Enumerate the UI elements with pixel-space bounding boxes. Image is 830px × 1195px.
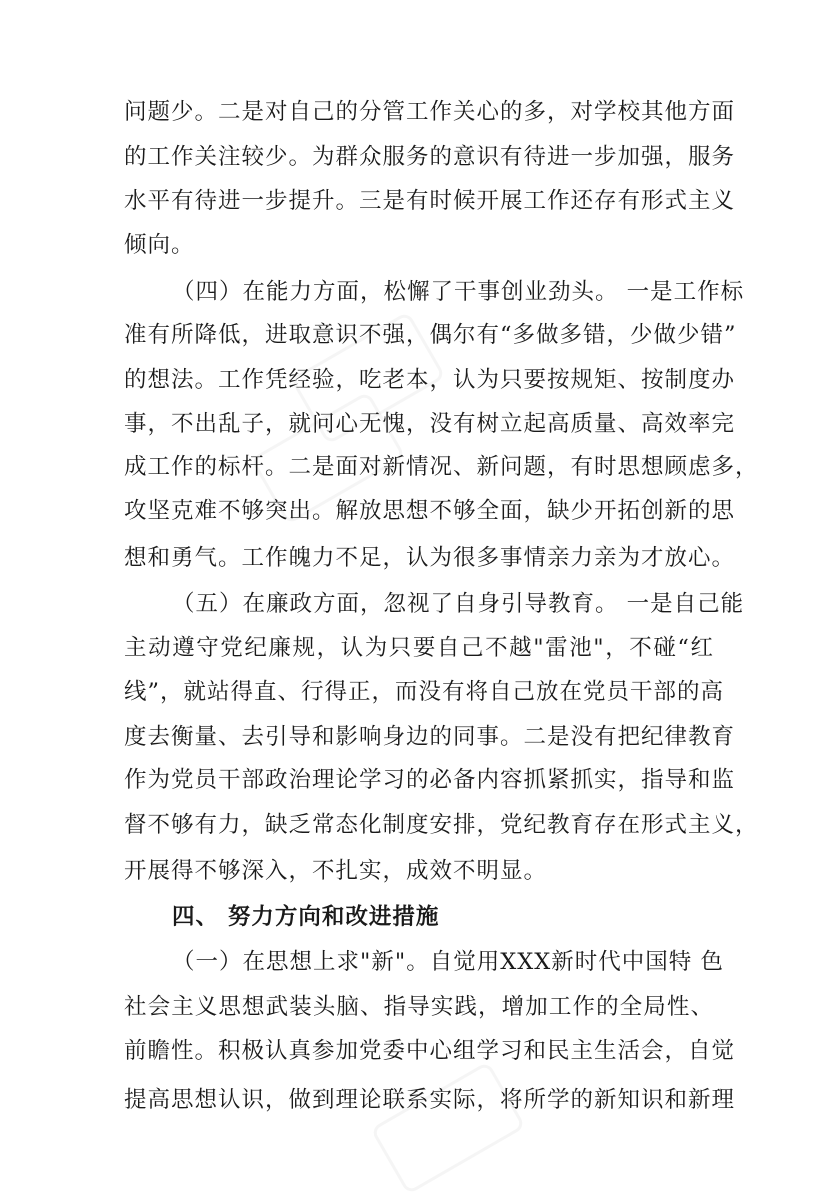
- paragraph-line: （五）在廉政方面，忽视了自身引导教育。 一是自己能: [172, 591, 745, 617]
- paragraph-line: 成工作的标杆。二是面对新情况、新问题，有时思想顾虑多，: [124, 454, 759, 480]
- paragraph-line: 攻坚克难不够突出。解放思想不够全面，缺少开拓创新的思: [124, 498, 736, 524]
- paragraph-line: 想和勇气。工作魄力不足，认为很多事情亲力亲为才放心。: [124, 545, 736, 571]
- paragraph-line: 的想法。工作凭经验，吃老本，认为只要按规矩、按制度办: [124, 367, 736, 393]
- paragraph-line: 的工作关注较少。为群众服务的意识有待进一步加强，服务: [124, 144, 736, 170]
- paragraph-line: 度去衡量、去引导和影响身边的同事。二是没有把纪律教育: [124, 724, 736, 750]
- paragraph-line: 前瞻性。积极认真参加党委中心组学习和民主生活会，自觉: [124, 1038, 736, 1064]
- paragraph-line: 事，不出乱子，就问心无愧，没有树立起高质量、高效率完: [124, 411, 736, 437]
- paragraph-line: 线”，就站得直、行得正，而没有将自己放在党员干部的高: [124, 679, 725, 705]
- paragraph-line: 社会主义思想武装头脑、指导实践，增加工作的全局性、: [124, 994, 714, 1020]
- paragraph-line: 主动遵守党纪廉规，认为只要自己不越"雷池"，不碰“红: [124, 635, 714, 661]
- paragraph-line: 提高思想认识，做到理论联系实际，将所学的新知识和新理: [124, 1087, 736, 1113]
- paragraph-line: 开展得不够深入，不扎实，成效不明显。: [124, 858, 548, 884]
- paragraph-line: 督不够有力，缺乏常态化制度安排，党纪教育存在形式主义，: [124, 812, 759, 838]
- paragraph-line: 倾向。: [124, 232, 195, 258]
- paragraph-line: 水平有待进一步提升。三是有时候开展工作还存有形式主义: [124, 188, 736, 214]
- paragraph-line: 问题少。二是对自己的分管工作关心的多，对学校其他方面: [124, 99, 736, 125]
- paragraph-line: 作为党员干部政治理论学习的必备内容抓紧抓实，指导和监: [124, 767, 736, 793]
- paragraph-line: （四）在能力方面，松懈了干事创业劲头。 一是工作标: [172, 279, 745, 305]
- paragraph-line: 准有所降低，进取意识不强，偶尔有“多做多错，少做少错”: [124, 322, 737, 348]
- paragraph-line: （一）在思想上求"新"。自觉用XXX新时代中国特 色: [172, 949, 724, 975]
- section-heading: 四、 努力方向和改进措施: [172, 904, 440, 930]
- watermark-stamp: [370, 1061, 526, 1195]
